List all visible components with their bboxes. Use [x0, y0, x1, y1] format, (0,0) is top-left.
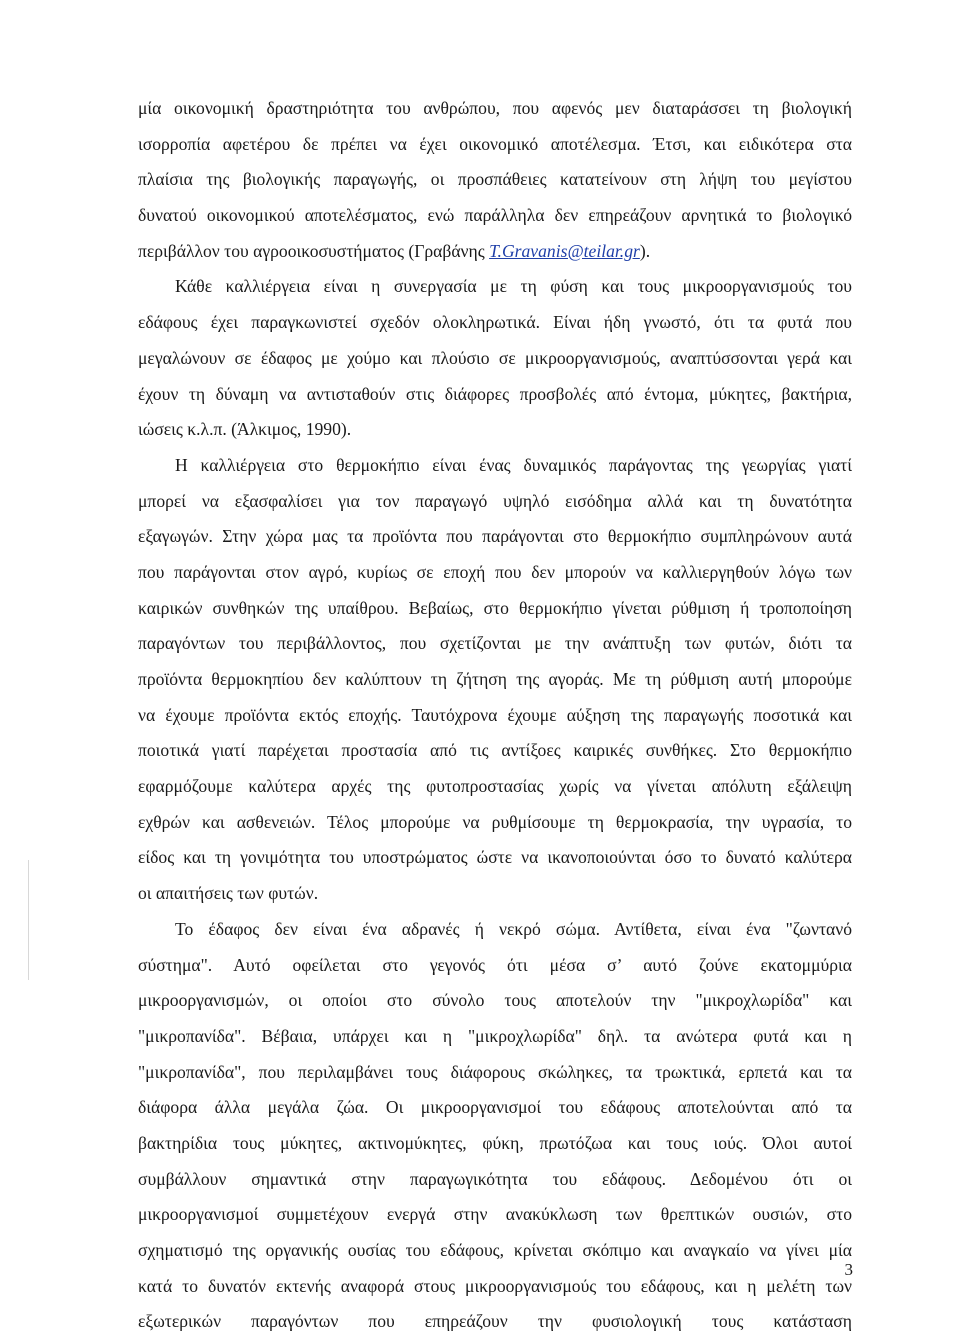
text-line: καιρικών συνθηκών της υπαίθρου. Βεβαίως, στο θερμοκήπιο γίνεται ρύθμιση ή τροποποίηση — [138, 597, 852, 618]
scan-edge-mark — [28, 860, 29, 980]
text-line: εξαγωγών. Στην χώρα μας τα προϊόντα που παράγονται στο θερμοκήπιο συμπληρώνουν αυτά — [138, 526, 852, 547]
paragraph-4 — [138, 912, 852, 1340]
text-line: Η καλλιέργεια στο θερμοκήπιο είναι ένας δυναμικός παράγοντας της γεωργίας γιατί — [175, 454, 852, 475]
text-line: να έχουμε προϊόντα εκτός εποχής. Ταυτόχρονα έχουμε αύξηση της παραγωγής ποσοτικά και — [138, 704, 852, 725]
text-line: είδος και τη γονιμότητα του υποστρώματος ώστε να ικανοποιούνται όσο το δυνατό καλύτερα — [138, 847, 852, 868]
text-line: ποιοτικά γιατί παρέχεται προστασία από τις αντίξοες καιρικές συνθήκες. Στο θερμοκήπιο — [138, 740, 852, 761]
text-line: έχουν τη δύναμη να αντισταθούν στις διάφορες προσβολές από έντομα, μύκητες, βακτήρια, — [138, 383, 852, 404]
paragraph-1 — [138, 91, 852, 269]
text-line: "μικροπανίδα", που περιλαμβάνει τους διάφορους σκώληκες, τα τρωκτικά, ερπετά και τα — [138, 1061, 852, 1082]
text-line: παραγόντων του περιβάλλοντος, που σχετίζονται με την ανάπτυξη των φυτών, διότι τα — [138, 633, 852, 654]
text-line: Κάθε καλλιέργεια είναι η συνεργασία με τη φύση και τους μικροοργανισμούς του — [175, 276, 852, 297]
text-line: μικροοργανισμών, οι οποίοι στο σύνολο τους αποτελούν την "μικροχλωρίδα" και — [138, 990, 852, 1011]
text-line: "μικροπανίδα". Βέβαια, υπάρχει και η "μικροχλωρίδα" δηλ. τα ανώτερα φυτά και η — [138, 1025, 852, 1046]
text-line: βακτηρίδια τους μύκητες, ακτινομύκητες, φύκη, πρωτόζωα και τους ιούς. Όλοι αυτοί — [138, 1132, 852, 1153]
paragraph-2 — [138, 269, 852, 447]
text-line: σύστημα". Αυτό οφείλεται στο γεγονός ότι μέσα σ’ αυτό ζούνε εκατομμύρια — [138, 954, 852, 975]
text-line: εχθρών και ασθενειών. Τέλος μπορούμε να ρυθμίσουμε τη θερμοκρασία, την υγρασία, το — [138, 811, 852, 832]
text-line: σχηματισμό της οργανικής ουσίας του εδάφους, κρίνεται σκόπιμο και αναγκαίο να γίνει μία — [138, 1240, 852, 1260]
text-line: μεγαλώνουν σε έδαφος με χούμο και πλούσιο σε μικροοργανισμούς, αναπτύσσονται γερά και — [138, 347, 852, 368]
citation-text: περιβάλλον του αγροοικοσυστήματος (Γραβάνης — [138, 240, 490, 261]
paragraph-3 — [138, 448, 852, 912]
text-line: που παράγονται στον αγρό, κυρίως σε εποχή που δεν μπορούν να καλλιεργηθούν λόγω των — [138, 561, 852, 582]
email-link[interactable]: T.Gravanis@teilar.gr — [489, 240, 640, 261]
body-text — [138, 91, 852, 1340]
text-line: συμβάλλουν σημαντικά στην παραγωγικότητα του εδάφους. Δεδομένου ότι οι — [138, 1168, 852, 1189]
text-line: μία οικονομική δραστηριότητα του ανθρώπου, που αφενός μεν διαταράσσει τη βιολογική — [138, 98, 852, 118]
text-line: εφαρμόζουμε καλύτερα αρχές της φυτοπροστασίας χωρίς να γίνεται απόλυτη εξάλειψη — [138, 776, 852, 797]
citation-close: ). — [639, 240, 651, 261]
page-number: 3 — [844, 1260, 853, 1279]
text-line: κατά το δυνατόν εκτενής αναφορά στους μικροοργανισμούς του εδάφους, και η μελέτη των — [138, 1275, 852, 1296]
text-line: διάφορα άλλα μεγάλα ζώα. Οι μικροοργανισμοί του εδάφους αποτελούνται από τα — [138, 1097, 852, 1118]
text-line: μικροοργανισμοί συμμετέχουν ενεργά στην ανακύκλωση των θρεπτικών ουσιών, στο — [138, 1204, 852, 1225]
text-line — [138, 234, 852, 270]
text-line: ισορροπία αφετέρου δε πρέπει να έχει οικονομικό αποτέλεσμα. Έτσι, και ειδικότερα στα — [138, 133, 852, 154]
text-line: δυνατού οικονομικού αποτελέσματος, ενώ παράλληλα δεν επηρεάζουν αρνητικά το βιολογικό — [138, 205, 852, 226]
text-line: προϊόντα θερμοκηπίου δεν καλύπτουν τη ζήτηση της αγοράς. Με τη ρύθμιση αυτή μπορούμε — [138, 669, 852, 689]
text-line: ιώσεις κ.λ.π. (Άλκιμος, 1990). — [138, 419, 352, 440]
text-line: οι απαιτήσεις των φυτών. — [138, 883, 319, 904]
text-line: εξωτερικών παραγόντων που επηρεάζουν την φυσιολογική τους κατάσταση — [138, 1311, 852, 1332]
text-line: πλαίσια της βιολογικής παραγωγής, οι προσπάθειες κατατείνουν στη λήψη του μεγίστου — [138, 169, 852, 190]
text-line: εδάφους έχει παραγκωνιστεί σχεδόν ολοκληρωτικά. Είναι ήδη γνωστό, ότι τα φυτά που — [138, 312, 852, 333]
text-line: μπορεί να εξασφαλίσει για τον παραγωγό υψηλό εισόδημα αλλά και τη δυνατότητα — [138, 490, 852, 511]
text-line: Το έδαφος δεν είναι ένα αδρανές ή νεκρό σώμα. Αντίθετα, είναι ένα "ζωντανό — [175, 918, 852, 939]
